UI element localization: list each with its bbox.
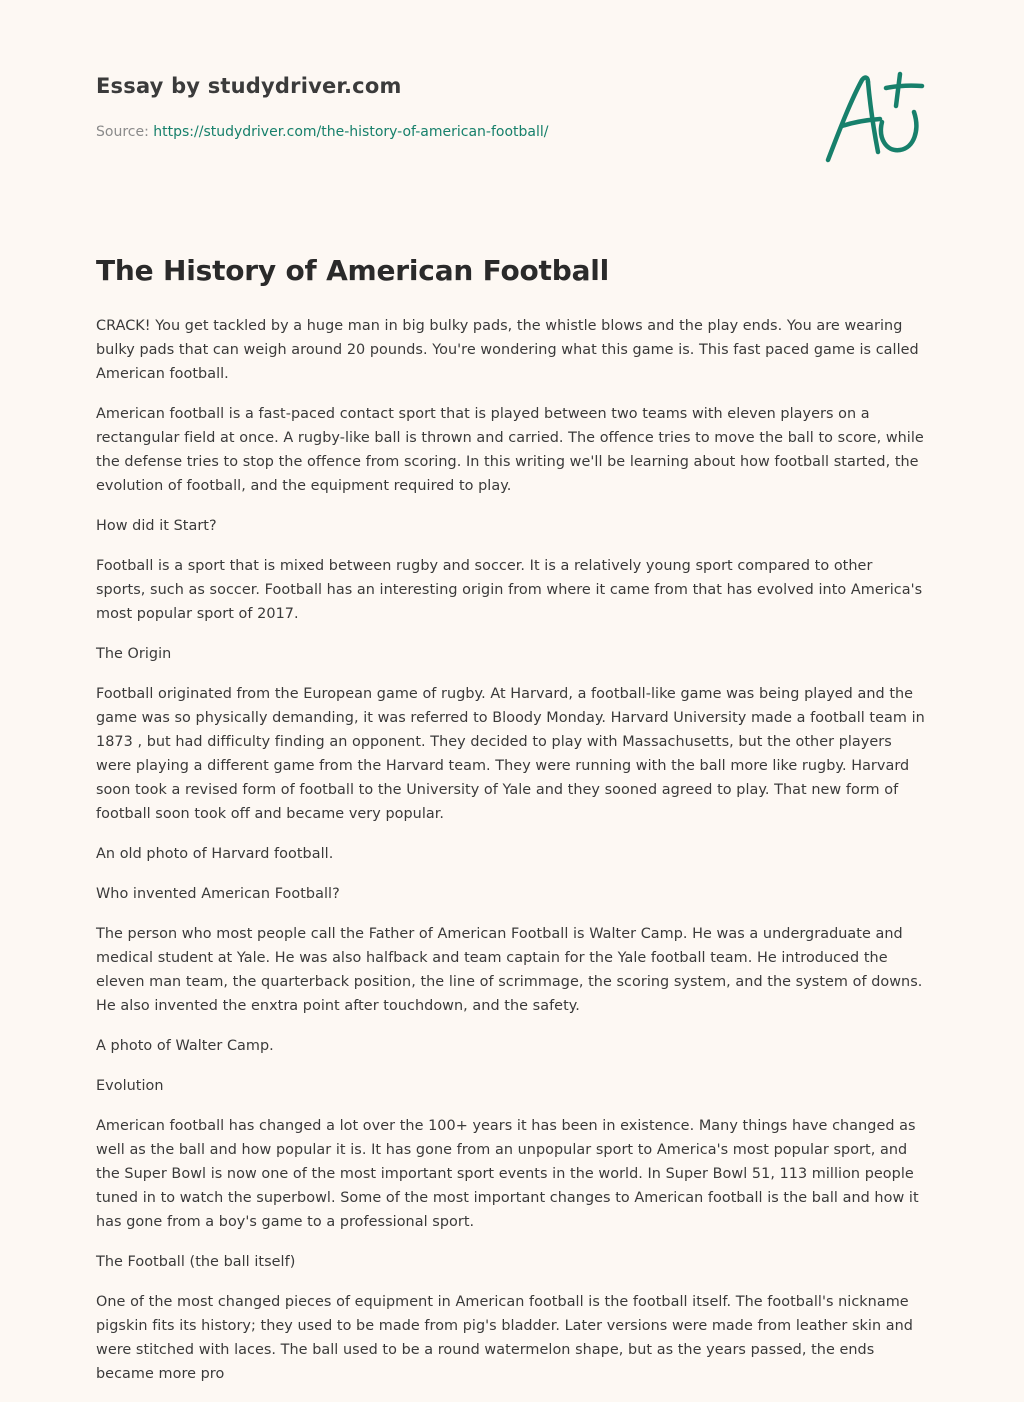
section-heading: Who invented American Football? <box>96 886 340 902</box>
image-caption: A photo of Walter Camp. <box>96 1038 274 1054</box>
image-caption: An old photo of Harvard football. <box>96 846 334 862</box>
source-link[interactable]: https://studydriver.com/the-history-of-american-football/ <box>153 124 549 140</box>
source-label: Source: <box>96 124 149 140</box>
essay-body <box>96 314 926 1402</box>
paragraph: American football is a fast-paced contact sport that is played between two teams with eleven players on a rectangular field at once. A rugby-like ball is thrown and carried. The offence tries to move the ball to score, while the defense tries to stop the offence from scoring. In this writing we'll be learning about how football started, the evolution of football, and the equipment required to play. <box>96 406 924 494</box>
paragraph: American football has changed a lot over the 100+ years it has been in existence. Many things have changed as well as the ball and how popular it is. It has gone from an unpopular sport to America's most popular sport, and the Super Bowl is now one of the most important sport events in the world. In Super Bowl 51, 113 million people tuned in to watch the superbowl. Some of the most important changes to American football is the ball and how it has gone from a boy's game to a professional sport. <box>96 1118 919 1230</box>
section-heading: Evolution <box>96 1078 164 1094</box>
section-heading: The Origin <box>96 646 172 662</box>
paragraph: The person who most people call the Father of American Football is Walter Camp. He was a undergraduate and medical student at Yale. He was also halfback and team captain for the Yale football team. He introduced the eleven man team, the quarterback position, the line of scrimmage, the scoring system, and the system of downs. He also invented the enxtra point after touchdown, and the safety. <box>96 926 923 1014</box>
paragraph: Football is a sport that is mixed between rugby and soccer. It is a relatively young sport compared to other sports, such as soccer. Football has an interesting origin from where it came from that has evolved into America's most popular sport of 2017. <box>96 558 923 622</box>
paragraph: Football originated from the European game of rugby. At Harvard, a football-like game was being played and the game was so physically demanding, it was referred to Bloody Monday. Harvard University made a football team in 1873 , but had difficulty finding an opponent. They decided to play with Massachusetts, but the other players were playing a different game from the Harvard team. They were running with the ball more like rugby. Harvard soon took a revised form of football to the University of Yale and they sooned agreed to play. That new form of football soon took off and became very popular. <box>96 686 925 822</box>
paragraph: CRACK! You get tackled by a huge man in big bulky pads, the whistle blows and the play ends. You are wearing bulky pads that can weigh around 20 pounds. You're wondering what this game is. This fast paced game is called American football. <box>96 318 919 382</box>
brand-name: Essay by studydriver.com <box>96 74 402 98</box>
source-line <box>96 124 548 140</box>
paragraph: One of the most changed pieces of equipment in American football is the football itself. The football's nickname pigskin fits its history; they used to be made from pig's bladder. Later versions were made from leather skin and were stitched with laces. The ball used to be a round watermelon shape, but as the years passed, the ends became more pro <box>96 1294 913 1382</box>
essay-title: The History of American Football <box>96 254 610 287</box>
section-heading: The Football (the ball itself) <box>96 1254 296 1270</box>
a-plus-logo-icon <box>818 64 930 168</box>
section-heading: How did it Start? <box>96 518 217 534</box>
